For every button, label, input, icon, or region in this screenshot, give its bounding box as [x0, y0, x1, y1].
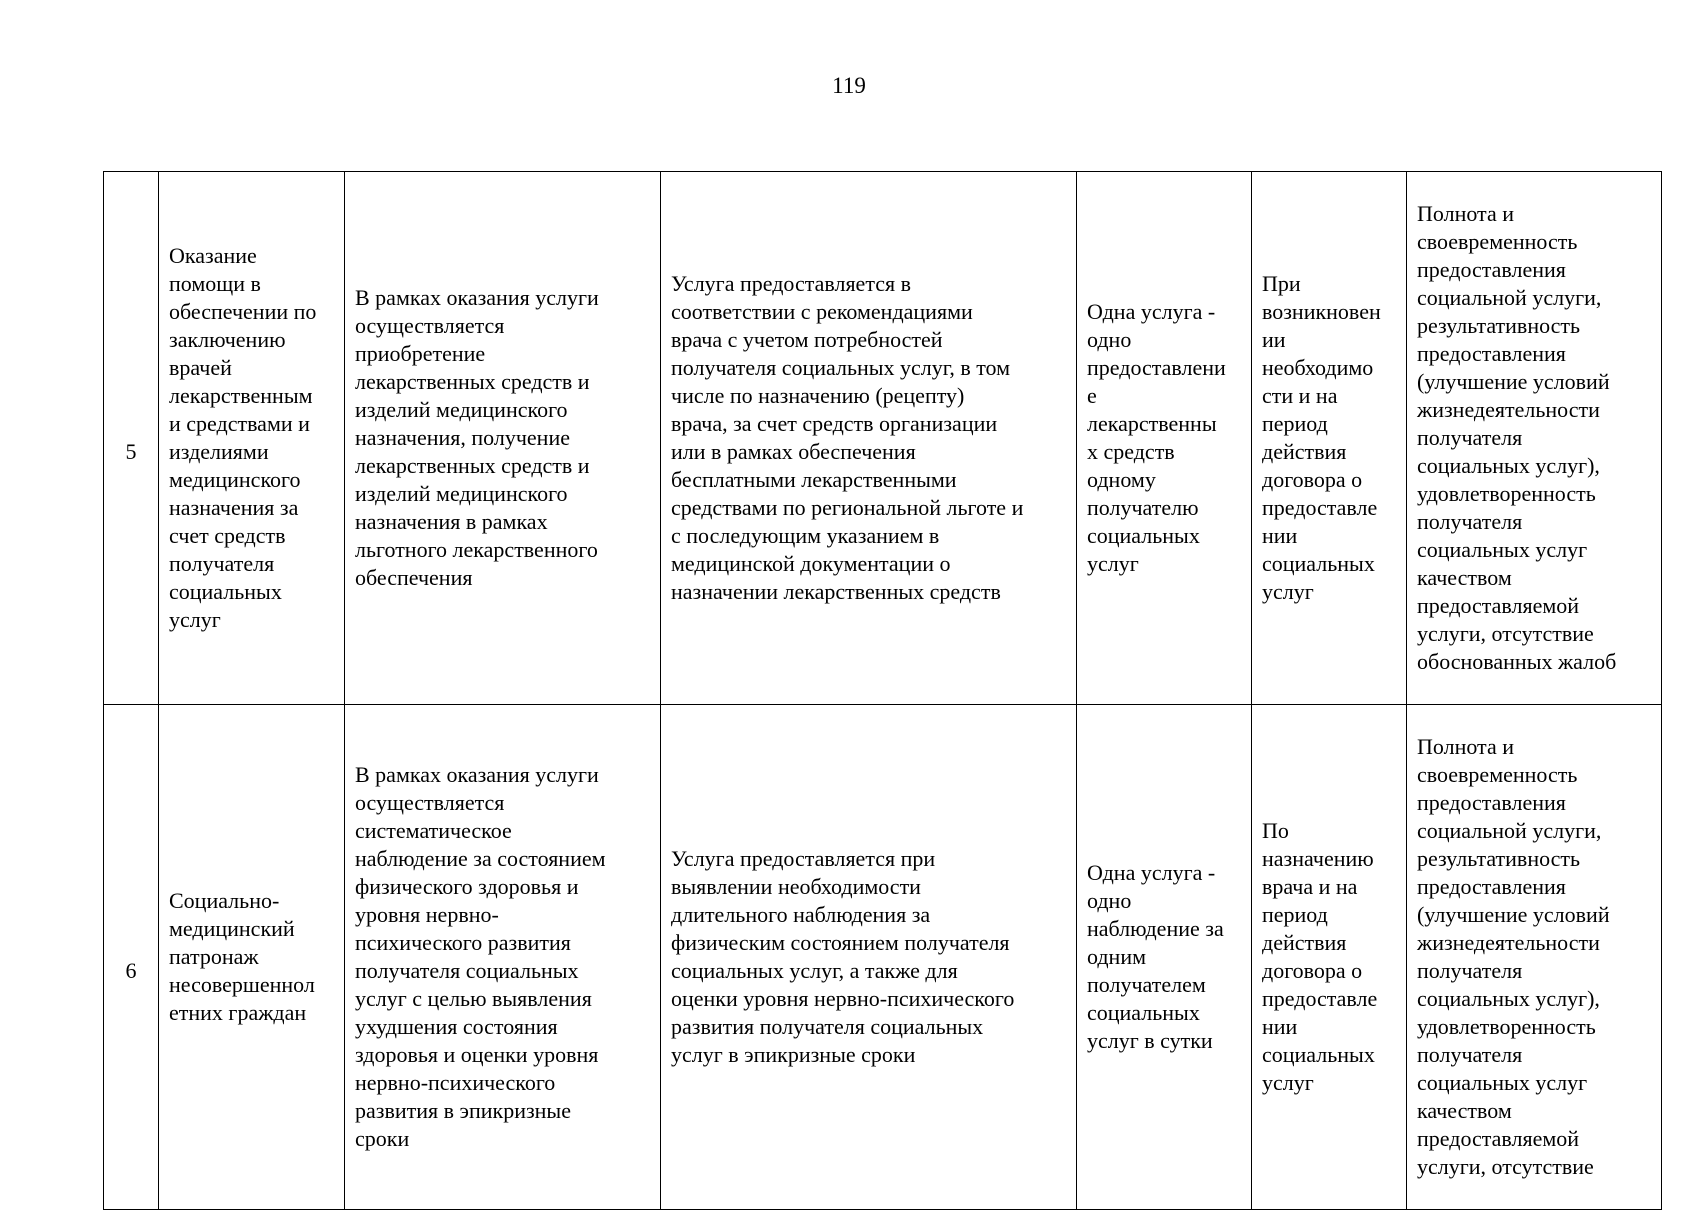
service-unit: Одна услуга - одно предоставлени е лекарственны х средств одному получателю социальных услуг — [1087, 299, 1226, 576]
service-description-cell — [345, 705, 661, 1210]
service-description-cell — [345, 172, 661, 705]
service-name-cell — [159, 172, 345, 705]
service-description: В рамках оказания услуги осуществляется систематическое наблюдение за состоянием физического здоровья и уровня нервно- психического развития получателя социальных услуг с целью выявления ухудшения состояния здоровья и оценки уровня нервно-психического развития в эпикризные сроки — [355, 762, 606, 1151]
service-period: По назначению врача и на период действия договора о предоставле нии социальных услуг — [1262, 818, 1378, 1095]
row-number: 6 — [125, 958, 137, 983]
service-name: Оказание помощи в обеспечении по заключению врачей лекарственным и средствами и изделиями медицинского назначения за счет средств получателя социальных услуг — [169, 243, 317, 632]
service-period: При возникновен ии необходимо сти и на период действия договора о предоставле нии социальных услуг — [1262, 271, 1381, 604]
service-unit-cell — [1077, 705, 1252, 1210]
service-description: В рамках оказания услуги осуществляется приобретение лекарственных средств и изделий медицинского назначения, получение лекарственных средств и изделий медицинского назначения в рамках льготного лекарственного обеспечения — [355, 285, 599, 590]
table-row — [104, 705, 1662, 1210]
service-period-cell — [1252, 172, 1407, 705]
service-conditions-cell — [661, 172, 1077, 705]
service-name-cell — [159, 705, 345, 1210]
service-period-cell — [1252, 705, 1407, 1210]
row-number-cell — [104, 172, 159, 705]
row-number: 5 — [125, 439, 137, 464]
service-criteria: Полнота и своевременность предоставления социальной услуги, результативность предоставления (улучшение условий жизнедеятельности получателя социальных услуг), удовлетворенность получателя социальных услуг качеством предоставляемой услуги, отсутствие обоснованных жалоб — [1417, 201, 1617, 674]
row-number-cell — [104, 705, 159, 1210]
service-conditions: Услуга предоставляется при выявлении необходимости длительного наблюдения за физическим состоянием получателя социальных услуг, а также для оценки уровня нервно-психического развития получателя социальных услуг в эпикризные сроки — [671, 846, 1015, 1067]
page-number: 119 — [832, 73, 866, 98]
service-criteria-cell — [1407, 172, 1662, 705]
services-table — [103, 171, 1662, 1210]
service-criteria-cell — [1407, 705, 1662, 1210]
service-conditions: Услуга предоставляется в соответствии с рекомендациями врача с учетом потребностей получателя социальных услуг, в том числе по назначению (рецепту) врача, за счет средств организации или в рамках обеспечения бесплатными лекарственными средствами по региональной льготе и с последующим указанием в медицинской документации о назначении лекарственных средств — [671, 271, 1024, 604]
table-row — [104, 172, 1662, 705]
service-name: Социально- медицинский патронаж несовершеннол етних граждан — [169, 888, 315, 1025]
service-conditions-cell — [661, 705, 1077, 1210]
service-unit-cell — [1077, 172, 1252, 705]
service-criteria: Полнота и своевременность предоставления социальной услуги, результативность предоставления (улучшение условий жизнедеятельности получателя социальных услуг), удовлетворенность получателя социальных услуг качеством предоставляемой услуги, отсутствие — [1417, 734, 1610, 1179]
service-unit: Одна услуга - одно наблюдение за одним получателем социальных услуг в сутки — [1087, 860, 1224, 1053]
